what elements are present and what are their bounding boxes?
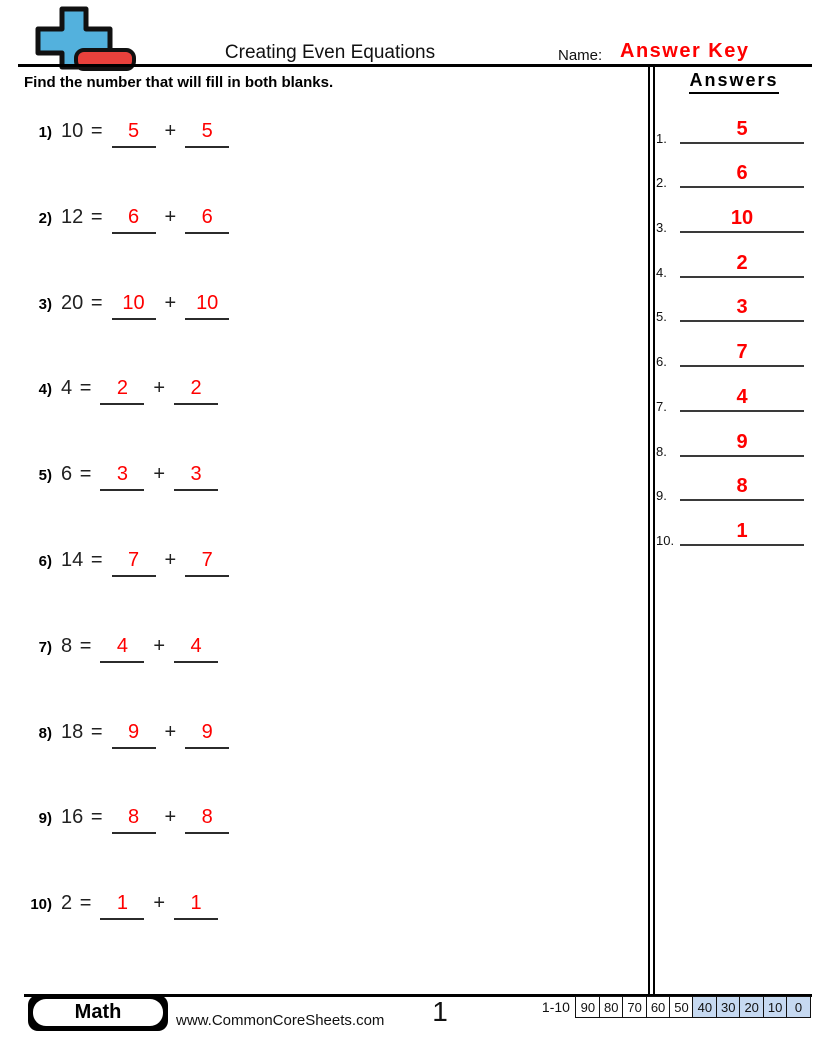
answer-row — [656, 511, 808, 556]
question-row — [24, 635, 624, 721]
answers-panel-title — [656, 70, 812, 94]
answer-row — [656, 332, 808, 377]
answer-blank-1: 10 — [112, 292, 156, 320]
answer-row — [656, 377, 808, 422]
answer-blank-2: 10 — [185, 292, 229, 320]
answer-blank-1: 6 — [112, 206, 156, 234]
question-total: 20 — [61, 291, 84, 314]
answer-blank-1: 5 — [112, 120, 156, 148]
question-row — [24, 721, 624, 807]
plus-sign: + — [153, 634, 166, 657]
plus-sign: + — [164, 120, 177, 142]
answer-blank-2: 3 — [174, 463, 218, 491]
equals-sign: = — [90, 291, 103, 314]
plus-sign: + — [153, 463, 166, 486]
answer-line — [680, 208, 804, 233]
answer-row — [656, 243, 808, 288]
math-badge-label: Math — [33, 999, 163, 1026]
score-cell: 60 — [646, 996, 671, 1018]
answer-key-value: Answer Key — [620, 40, 750, 62]
question-number: 1) — [38, 124, 52, 141]
answer-blank-1: 3 — [100, 463, 144, 491]
question-total: 6 — [61, 463, 73, 486]
question-row — [24, 292, 624, 378]
answer-blank-2: 2 — [174, 377, 218, 405]
equals-sign: = — [79, 634, 92, 657]
answer-value: 10 — [730, 207, 754, 230]
answer-row — [656, 198, 808, 243]
answer-number: 7. — [656, 398, 667, 414]
worksheet-title: Creating Even Equations — [224, 42, 436, 63]
plus-sign: + — [153, 892, 166, 915]
question-row — [24, 806, 624, 892]
answer-blank-1: 1 — [100, 892, 144, 920]
answer-value: 4 — [736, 385, 748, 408]
plus-sign: + — [164, 806, 177, 829]
score-cell: 70 — [622, 996, 647, 1018]
plus-sign: + — [164, 291, 177, 314]
question-row — [24, 549, 624, 635]
answer-blank-2: 9 — [185, 721, 229, 749]
answer-blank-2: 5 — [185, 120, 229, 148]
name-label: Name: — [558, 47, 603, 64]
page-number: 1 — [432, 996, 448, 1027]
score-cell: 30 — [716, 996, 741, 1018]
answer-number: 2. — [656, 175, 667, 191]
equals-sign: = — [79, 463, 92, 486]
answer-row — [656, 109, 808, 154]
equals-sign: = — [79, 377, 92, 400]
equals-sign: = — [90, 806, 103, 829]
answer-blank-1: 9 — [112, 721, 156, 749]
answer-blank-1: 7 — [112, 549, 156, 577]
question-total: 2 — [61, 892, 73, 915]
question-row — [24, 463, 624, 549]
question-total: 4 — [61, 377, 73, 400]
answer-line — [680, 432, 804, 457]
answer-row — [656, 422, 808, 467]
answer-line — [680, 119, 804, 144]
question-total: 8 — [61, 634, 73, 657]
score-cell: 50 — [669, 996, 694, 1018]
question-number: 2) — [38, 209, 52, 227]
question-total: 12 — [61, 205, 84, 228]
equals-sign: = — [90, 720, 103, 743]
answer-blank-1: 8 — [112, 806, 156, 834]
question-number: 10) — [30, 896, 52, 914]
question-row — [24, 892, 624, 978]
answer-value: 2 — [736, 251, 748, 274]
answer-number: 4. — [656, 264, 667, 280]
answer-blank-1: 2 — [100, 377, 144, 405]
plus-sign: + — [164, 720, 177, 743]
answer-number: 3. — [656, 220, 667, 236]
plus-sign: + — [164, 548, 177, 571]
answer-value: 6 — [736, 162, 748, 185]
answers-title-text: Answers — [689, 70, 778, 94]
answer-value: 5 — [736, 117, 748, 140]
answer-line — [680, 476, 804, 501]
questions-list — [24, 120, 624, 978]
score-cell: 10 — [763, 996, 788, 1018]
answer-blank-2: 7 — [185, 549, 229, 577]
answers-list — [656, 109, 808, 556]
answer-line — [680, 387, 804, 412]
instruction-text: Find the number that will fill in both blanks. — [24, 74, 334, 91]
answer-blank-2: 8 — [185, 806, 229, 834]
answer-number: 5. — [656, 309, 667, 325]
answer-row — [656, 154, 808, 199]
question-number: 7) — [38, 638, 52, 656]
answer-line — [680, 297, 804, 322]
answer-number: 9. — [656, 488, 667, 504]
answer-value: 1 — [736, 519, 748, 542]
score-cell: 0 — [786, 996, 811, 1018]
equals-sign: = — [90, 120, 103, 142]
answer-number: 8. — [656, 443, 667, 459]
score-cell: 80 — [599, 996, 624, 1018]
answer-number: 1. — [656, 130, 667, 146]
header-rule — [18, 64, 812, 67]
answer-line — [680, 342, 804, 367]
question-number: 3) — [38, 295, 52, 313]
answer-blank-2: 1 — [174, 892, 218, 920]
answer-value: 7 — [736, 341, 748, 364]
question-number: 8) — [38, 724, 52, 742]
answer-row — [656, 467, 808, 512]
score-cell: 20 — [739, 996, 764, 1018]
answer-number: 10. — [656, 532, 675, 548]
question-number: 9) — [38, 810, 52, 828]
answer-value: 9 — [736, 430, 748, 453]
answer-row — [656, 288, 808, 333]
score-cell: 40 — [692, 996, 717, 1018]
answer-blank-2: 4 — [174, 635, 218, 663]
answers-divider — [648, 67, 655, 995]
question-number: 4) — [38, 381, 52, 399]
question-total: 16 — [61, 806, 84, 829]
answer-line — [680, 253, 804, 278]
question-row — [24, 120, 624, 206]
answer-value: 3 — [736, 296, 748, 319]
math-badge — [28, 995, 168, 1031]
answer-blank-2: 6 — [185, 206, 229, 234]
plus-sign: + — [153, 377, 166, 400]
answer-number: 6. — [656, 354, 667, 370]
score-range-label: 1-10 — [541, 999, 570, 1015]
plus-sign: + — [164, 205, 177, 228]
question-total: 10 — [61, 120, 84, 142]
score-cell: 90 — [575, 996, 600, 1018]
equals-sign: = — [79, 892, 92, 915]
score-cells — [577, 996, 811, 1018]
score-strip — [542, 996, 811, 1018]
question-total: 14 — [61, 548, 84, 571]
answer-line — [680, 163, 804, 188]
website-text: www.CommonCoreSheets.com — [176, 1012, 385, 1029]
answer-line — [680, 521, 804, 546]
question-row — [24, 377, 624, 463]
answer-value: 8 — [736, 475, 748, 498]
equals-sign: = — [90, 205, 103, 228]
equals-sign: = — [90, 548, 103, 571]
question-total: 18 — [61, 720, 84, 743]
answer-blank-1: 4 — [100, 635, 144, 663]
question-row — [24, 206, 624, 292]
question-number: 6) — [38, 552, 52, 570]
question-number: 5) — [38, 467, 52, 485]
